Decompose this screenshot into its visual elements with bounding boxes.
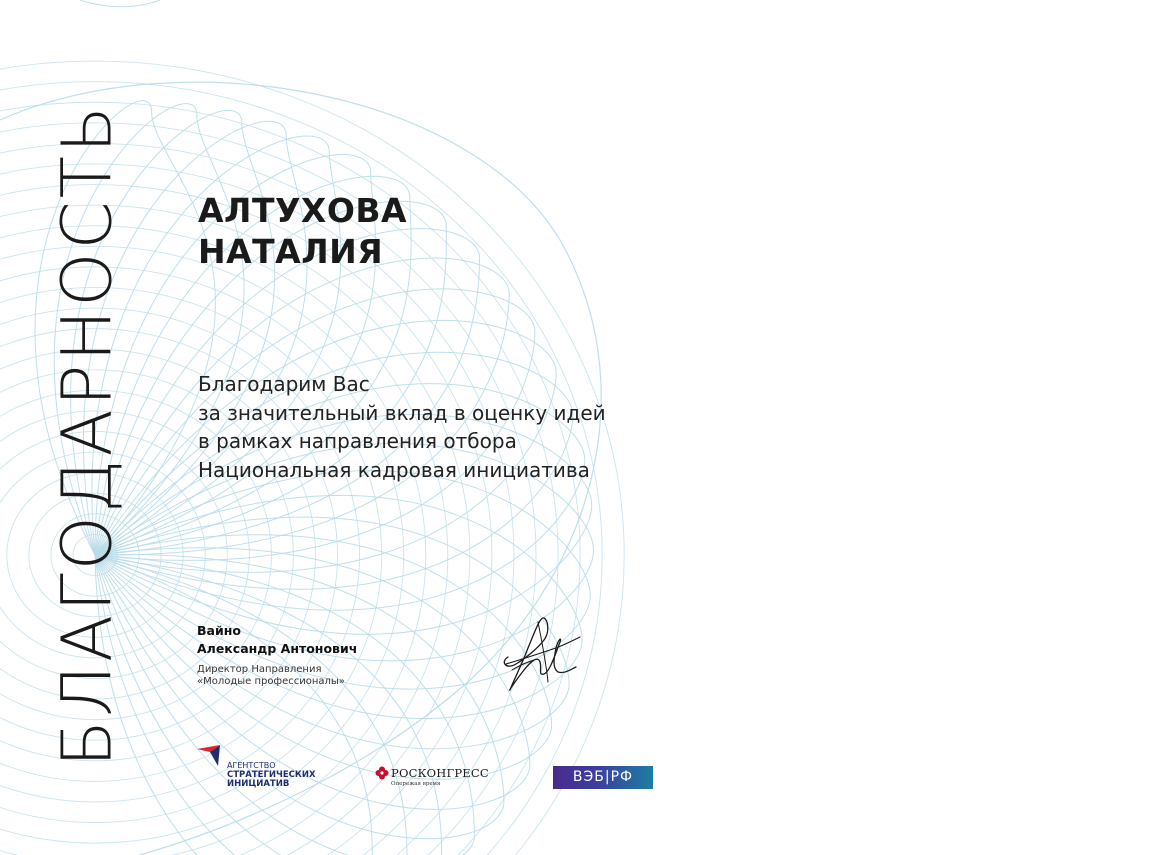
- veb-rf-logo: [553, 766, 653, 789]
- message-line: Благодарим Вас: [198, 372, 370, 396]
- asi-arrow-icon: [196, 744, 228, 770]
- asi-logo-text: [227, 761, 316, 790]
- roscongress-name: РОСКОНГРЕСС: [391, 766, 489, 780]
- signer-position: [197, 664, 357, 688]
- signer-block: [197, 622, 357, 688]
- asi-logo-line: СТРАТЕГИЧЕСКИХ: [227, 769, 316, 780]
- certificate-title: БЛАГОДАРНОСТЬ: [47, 102, 128, 768]
- roscongress-tagline: Опережая время: [391, 781, 441, 787]
- message-line: за значительный вклад в оценку идей: [198, 400, 606, 425]
- asi-logo-line: АГЕНТСТВО: [227, 761, 276, 770]
- signer-surname: Вайно: [197, 623, 241, 638]
- roscongress-logo: [374, 764, 494, 794]
- handwritten-signature: [498, 612, 583, 694]
- signer-position-line: «Молодые профессионалы»: [197, 676, 345, 687]
- veb-rf-logo-text: ВЭБ|РФ: [572, 769, 634, 785]
- recipient-first-name: НАТАЛИЯ: [198, 232, 384, 271]
- message-line: в рамках направления отбора: [198, 429, 517, 453]
- message-line: Национальная кадровая инициатива: [198, 457, 590, 482]
- roscongress-flower-icon: [375, 766, 389, 780]
- recipient-name: [198, 190, 407, 272]
- asi-logo-line: ИНИЦИАТИВ: [227, 779, 290, 789]
- recipient-surname: АЛТУХОВА: [198, 191, 408, 230]
- asi-logo: [196, 744, 316, 790]
- signer-name: Александр Антонович: [197, 641, 358, 656]
- signer-position-line: Директор Направления: [197, 664, 322, 675]
- gratitude-message: [198, 370, 606, 484]
